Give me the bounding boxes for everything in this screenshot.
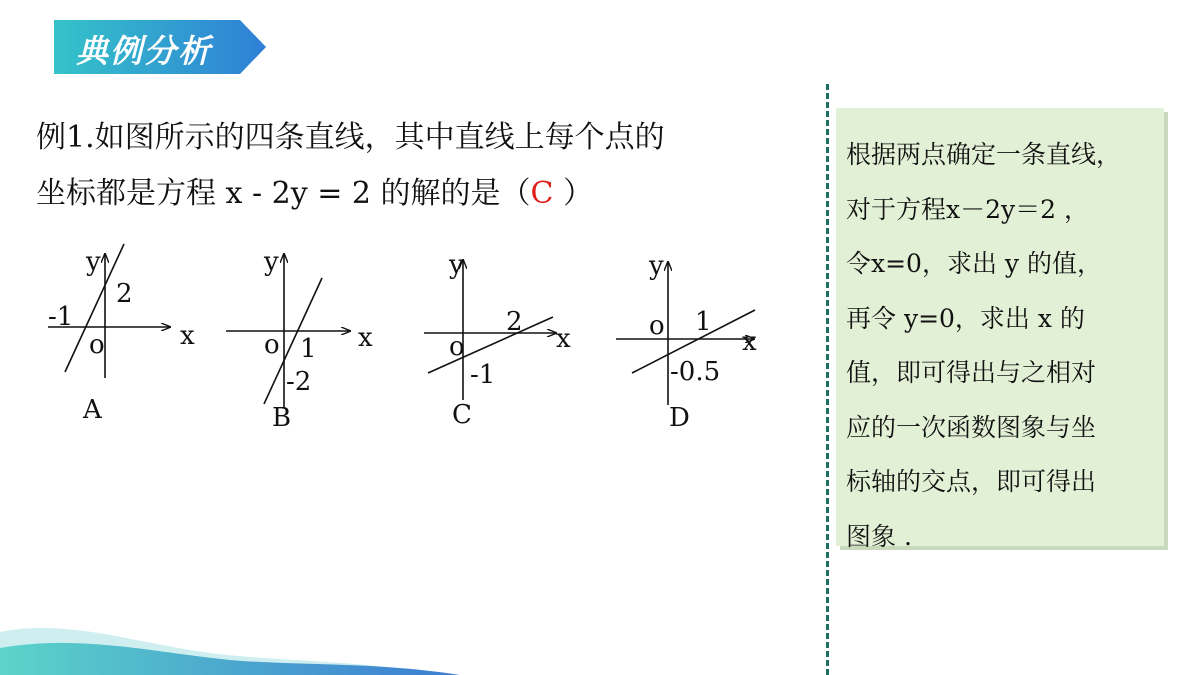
note-line: 再令 y=0，求出 x 的 (846, 303, 1085, 333)
answer-choice: C (530, 176, 554, 211)
graph-d-mark-1: 1 (695, 307, 712, 337)
question-line-2-suffix: ） (553, 176, 594, 211)
dashed-divider (826, 84, 829, 675)
note-line: 对于方程x－2y＝2 ， (846, 194, 1089, 224)
graph-a-y-label: y (86, 247, 101, 277)
graph-a-mark-2: 2 (116, 279, 133, 309)
graph-a-mark-1: -1 (48, 302, 74, 332)
note-line: 值，即可得出与之相对 (846, 358, 1097, 387)
graph-c-mark-2: -1 (470, 360, 496, 390)
graph-d-label: D (669, 403, 690, 433)
graph-b-mark-1: 1 (300, 334, 317, 364)
question-line-1: 例1.如图所示的四条直线，其中直线上每个点的 (36, 120, 665, 155)
section-title: 典例分析 (76, 32, 213, 70)
graph-b-label: B (272, 403, 292, 433)
note-line: 应的一次函数图象与坐 (846, 412, 1097, 442)
note-line: 标轴的交点，即可得出 (846, 467, 1097, 496)
graph-d-mark-2: -0.5 (670, 357, 721, 387)
graph-c-y-label: y (449, 250, 464, 280)
note-line: 根据两点确定一条直线， (846, 140, 1122, 169)
graph-a-label: A (83, 395, 102, 425)
question-text (36, 110, 796, 222)
graph-b-x-label: x (358, 323, 373, 353)
graph-d-origin: o (649, 311, 665, 341)
graph-d-x-label: x (742, 327, 757, 357)
graph-a-origin: o (89, 330, 105, 360)
graph-figures (40, 240, 780, 440)
graph-c-label: C (452, 400, 472, 430)
explanation-note (836, 108, 1164, 551)
graph-c-origin: o (449, 332, 465, 362)
graph-c-x-label: x (556, 324, 571, 354)
note-line: 令x=0，求出 y 的值， (846, 249, 1102, 278)
graph-c-mark-1: 2 (506, 307, 523, 337)
note-line: 图象 . (846, 521, 912, 551)
graph-d-y-label: y (649, 251, 664, 281)
explanation-text (846, 128, 1161, 564)
graph-b-origin: o (264, 330, 280, 360)
question-line-2-prefix: 坐标都是方程 x - 2y = 2 的解的是（ (36, 176, 531, 211)
graph-a-x-label: x (180, 321, 195, 351)
section-banner (54, 20, 266, 74)
graph-b-y-label: y (264, 247, 279, 277)
graph-b-mark-2: -2 (286, 367, 312, 397)
question-line-2 (36, 166, 796, 222)
decorative-wave (0, 600, 470, 675)
